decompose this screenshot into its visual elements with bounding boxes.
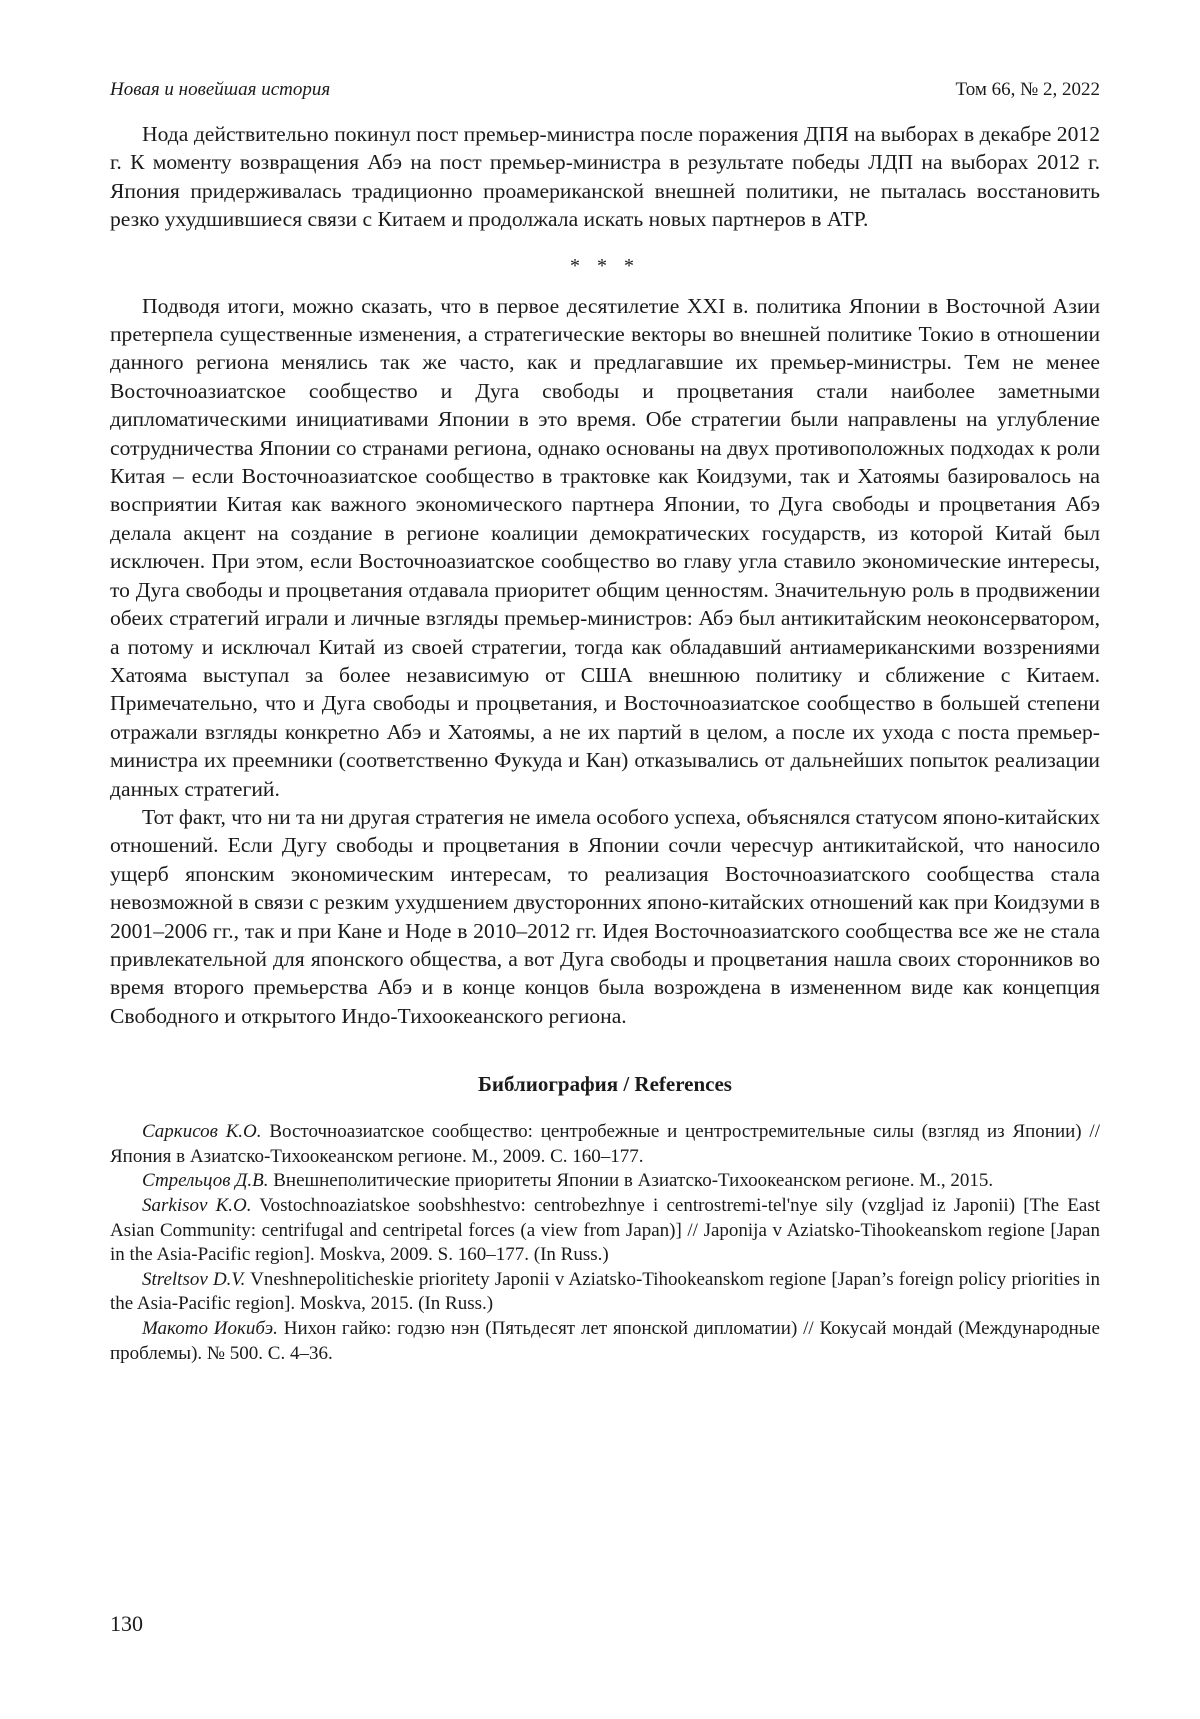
reference-author: Саркисов К.О. bbox=[142, 1121, 262, 1142]
article-body bbox=[110, 120, 1100, 1030]
reference-text: Vneshnepoliticheskie prioritety Japonii v Aziatsko-Tihookeanskom regione [Japan’s for­eign policy priorities in the Asia-Pacific region]. Moskva, 2015. (In Russ.) bbox=[110, 1269, 1100, 1315]
paragraph: Нода действительно покинул пост премьер-министра после поражения ДПЯ на выбо­рах в декабре 2012 г. К моменту возвращения Абэ на пост премьер-министра в результате победы ЛДП на выборах 2012 г. Япония придерживалась традиционно проамериканской внешней политики, не пыталась восстановить резко ухудшившиеся связи с Китаем и продолжала искать новых партнеров в АТР. bbox=[110, 120, 1100, 234]
reference-author: Streltsov D.V. bbox=[142, 1269, 245, 1290]
reference-author: Макото Иокибэ. bbox=[142, 1318, 278, 1339]
reference-author: Стрельцов Д.В. bbox=[142, 1170, 268, 1191]
reference-item bbox=[110, 1169, 1100, 1194]
reference-text: Нихон гайко: годзю нэн (Пятьдесят лет японской дипломатии) // Кокусай мондай (Международные проблемы). № 500. С. 4–36. bbox=[110, 1318, 1100, 1364]
section-separator: * * * bbox=[110, 252, 1100, 280]
paragraph: Подводя итоги, можно сказать, что в первое десятилетие XXI в. политика Японии в Восточной Азии претерпела существенные изменения, а стратегические векторы во внешней политике Токио в отношении данного региона менялись так же часто, как и предлагавшие их премьер-министры. Тем не менее Восточноазиатское сообщество и Дуга свободы и процветания стали наиболее заметными дипломатическими инициа­тивами Японии в это время. Обе стратегии были направлены на углубление сотрудниче­ства Японии со странами региона, однако основаны на двух противоположных подходах к роли Китая – если Восточноазиатское сообщество в трактовке как Коидзуми, так и Хатоямы базировалось на восприятии Китая как важного экономического партнера Японии, то Дуга свободы и процветания Абэ делала акцент на создание в регионе коа­лиции демократических государств, из которой Китай был исключен. При этом, если Восточноазиатское сообщество во главу угла ставило экономические интересы, то Дуга свободы и процветания отдавала приоритет общим ценностям. Значительную роль в продвижении обеих стратегий играли и личные взгляды премьер-министров: Абэ был антикитайским неоконсерватором, а потому и исключал Китай из своей стратегии, тогда как обладавший антиамериканскими воззрениями Хатояма выступал за более независи­мую от США внешнюю политику и сближение с Китаем. Примечательно, что и Дуга свободы и процветания, и Восточноазиатское сообщество в большей степени отражали взгляды конкретно Абэ и Хатоямы, а не их партий в целом, а после их ухода с поста пре­мьер-министра их преемники (соответственно Фукуда и Кан) отказывались от дальней­ших попыток реализации данных стратегий. bbox=[110, 292, 1100, 803]
reference-item bbox=[110, 1317, 1100, 1366]
page bbox=[110, 78, 1100, 1366]
paragraph: Тот факт, что ни та ни другая стратегия не имела особого успеха, объяснялся стату­сом японо-китайских отношений. Если Дугу свободы и процветания в Японии сочли чересчур антикитайской, что наносило ущерб японским экономическим интересам, то реализация Восточноазиатского сообщества стала невозможной в связи с резким ухуд­шением двусторонних японо-китайских отношений как при Коидзуми в 2001–2006 гг., так и при Кане и Ноде в 2010–2012 гг. Идея Восточноазиатского сообщества все же не стала привлекательной для японского общества, а вот Дуга свободы и процветания нашла своих сторонников во время второго премьерства Абэ и в конце концов была воз­рождена в измененном виде как концепция Свободного и открытого Индо-Тихоокеанского региона. bbox=[110, 803, 1100, 1030]
running-header bbox=[110, 78, 1100, 102]
reference-item bbox=[110, 1120, 1100, 1169]
reference-text: Внешнеполитические приоритеты Японии в Азиатско-Тихоокеанском регионе. М., 2015. bbox=[268, 1170, 993, 1191]
reference-text: Vostochnoaziatskoe soobshhestvo: centrobezhnye i centrostremi-tel'nye sily (vzgljad iz Japonii) [The East Asian Community: centrifugal and centripetal forces (a view from Japan)] // Japonija v Aziatsko-Tihookeanskom regione [Japan in the Asia-Pacific region]. Moskva, 2009. S. 160–177. (In Russ.) bbox=[110, 1195, 1100, 1265]
reference-author: Sarkisov K.O. bbox=[142, 1195, 252, 1216]
references-list bbox=[110, 1120, 1100, 1366]
reference-item bbox=[110, 1194, 1100, 1268]
references-heading: Библиография / References bbox=[110, 1070, 1100, 1098]
page-number: 130 bbox=[110, 1610, 143, 1638]
issue-info: Том 66, № 2, 2022 bbox=[956, 78, 1100, 102]
journal-title: Новая и новейшая история bbox=[110, 78, 330, 102]
reference-text: Восточноазиатское сообщество: центробежные и центростремительные силы (взгляд из Японии) // Япония в Азиатско-Тихоокеанском регионе. М., 2009. С. 160–177. bbox=[110, 1121, 1100, 1167]
reference-item bbox=[110, 1268, 1100, 1317]
